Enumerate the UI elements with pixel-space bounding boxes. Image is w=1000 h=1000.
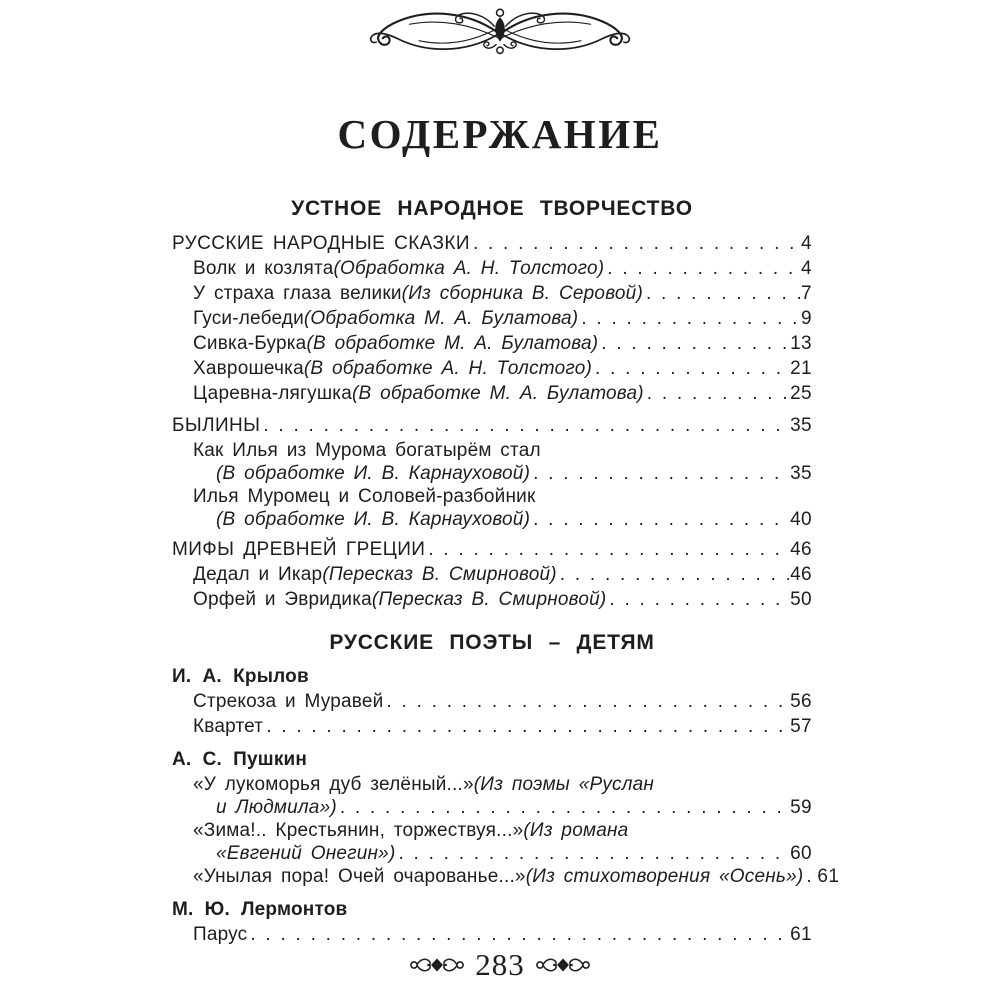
toc-entry-line (172, 664, 812, 689)
entry-page-number: 57 (790, 716, 812, 737)
toc-entry-line (172, 331, 812, 356)
entry-title-text: Царевна-лягушка (193, 383, 352, 404)
page-title: СОДЕРЖАНИЕ (337, 111, 663, 157)
toc-entry-line (172, 509, 812, 530)
entry-page-number: 56 (790, 691, 812, 712)
dot-leader (560, 562, 789, 587)
toc-entry (172, 897, 812, 922)
entry-page-number: 46 (790, 539, 812, 560)
entry-title-text: Хаврошечка (193, 358, 304, 379)
entry-title-text: А. С. Пушкин (172, 749, 308, 770)
entry-page-number: 7 (801, 283, 812, 304)
toc-entry-line (172, 587, 812, 612)
toc-entry (172, 331, 812, 356)
toc-entry-line (172, 306, 812, 331)
entry-page-number: 59 (790, 797, 812, 818)
dot-leader (806, 864, 816, 889)
entry-title-text: (В обработке М. А. Булатова) (306, 333, 599, 354)
entry-title-text: «У лукоморья дуб зелёный...» (193, 774, 474, 795)
dot-leader (266, 714, 789, 739)
toc-entry (172, 537, 812, 562)
section-heading: УСТНОЕ НАРОДНОЕ ТВОРЧЕСТВО (291, 197, 693, 220)
entry-title-text: (В обработке А. Н. Толстого) (303, 358, 593, 379)
entry-title-text: (Из стихотворения «Осень») (525, 866, 804, 887)
toc-entry-line (172, 689, 812, 714)
entry-page-number: 35 (790, 415, 812, 436)
dot-leader (386, 689, 789, 714)
toc-entry (172, 664, 812, 689)
entry-page-number: 9 (801, 308, 812, 329)
toc-entry (172, 256, 812, 281)
toc-entry (172, 689, 812, 714)
toc-entry (172, 484, 812, 530)
toc-entry (172, 438, 812, 484)
toc-entry (172, 714, 812, 739)
toc-entry (172, 306, 812, 331)
toc-entry (172, 413, 812, 438)
entry-page-number: 25 (790, 383, 812, 404)
entry-title-text: Орфей и Эвридика (193, 589, 372, 610)
entry-title-text: (Из поэмы «Руслан (473, 774, 655, 795)
entry-title-text: «Зима!.. Крестьянин, торжествуя...» (193, 820, 524, 841)
entry-title-text: (Из романа (523, 820, 629, 841)
dot-leader (398, 843, 789, 864)
table-of-contents (172, 196, 840, 947)
toc-entry (172, 747, 812, 772)
entry-title-text: МИФЫ ДРЕВНЕЙ ГРЕЦИИ (172, 539, 426, 560)
toc-entry-line (172, 843, 812, 864)
entry-title-text: Квартет (193, 716, 264, 737)
entry-title-text: БЫЛИНЫ (172, 415, 261, 436)
footer-ornament-left-icon (408, 953, 466, 977)
entry-title-text: и Людмила») (216, 797, 337, 818)
toc-entry (172, 922, 812, 947)
toc-entry (172, 231, 812, 256)
entry-title-text: «Унылая пора! Очей очарованье...» (193, 866, 526, 887)
toc-entry (172, 281, 812, 306)
toc-entry-line (172, 256, 812, 281)
dot-leader (250, 922, 789, 947)
dot-leader (581, 306, 800, 331)
entry-title-text: Волк и козлята (193, 258, 334, 279)
entry-title-text: (Обработка А. Н. Толстого) (333, 258, 605, 279)
entry-title-text: Как Илья из Мурома богатырём стал (193, 440, 541, 461)
entry-page-number: 40 (790, 509, 812, 530)
entry-page-number: 35 (790, 463, 812, 484)
entry-page-number: 4 (801, 233, 812, 254)
dot-leader (647, 381, 789, 406)
entry-page-number: 21 (790, 358, 812, 379)
dot-leader (646, 281, 800, 306)
toc-entry (172, 356, 812, 381)
dot-leader (609, 587, 789, 612)
dot-leader (533, 509, 789, 530)
toc-entry-line (172, 562, 812, 587)
toc-entry-line (172, 772, 812, 797)
dot-leader (340, 797, 789, 818)
entry-title-text: Дедал и Икар (193, 564, 323, 585)
toc-entry (172, 562, 812, 587)
entry-title-text: (В обработке И. В. Карнауховой) (216, 509, 531, 530)
toc-entry-line (172, 897, 812, 922)
entry-title-text: Парус (193, 924, 248, 945)
dot-leader (595, 356, 789, 381)
toc-entry-line (172, 356, 812, 381)
entry-page-number: 46 (790, 564, 812, 585)
toc-entry (172, 818, 812, 864)
toc-entry-line (172, 864, 840, 889)
toc-entry-line (172, 231, 812, 256)
entry-title-text: «Евгений Онегин») (216, 843, 396, 864)
toc-entry (172, 864, 840, 889)
entry-title-text: Илья Муромец и Соловей-разбойник (193, 486, 536, 507)
toc-entry-line (172, 463, 812, 484)
toc-entry-line (172, 797, 812, 818)
footer-ornament-right-icon (534, 953, 592, 977)
toc-entry-line (172, 438, 812, 463)
toc-entry-line (172, 281, 812, 306)
entry-title-text: (Пересказ В. Смирновой) (322, 564, 557, 585)
entry-title-text: Сивка-Бурка (193, 333, 307, 354)
entry-page-number: 61 (790, 924, 812, 945)
toc-entry-line (172, 747, 812, 772)
dot-leader (601, 331, 789, 356)
entry-title-text: (Из сборника В. Серовой) (401, 283, 643, 304)
entry-page-number: 60 (790, 843, 812, 864)
entry-title-text: (Обработка М. А. Булатова) (303, 308, 579, 329)
top-flourish-ornament (350, 5, 650, 59)
dot-leader (533, 463, 789, 484)
toc-entry (172, 772, 812, 818)
dot-leader (428, 537, 789, 562)
toc-entry-line (172, 922, 812, 947)
entry-title-text: У страха глаза велики (193, 283, 402, 304)
entry-title-text: Гуси-лебеди (193, 308, 304, 329)
page-footer (0, 948, 1000, 982)
entry-title-text: РУССКИЕ НАРОДНЫЕ СКАЗКИ (172, 233, 470, 254)
toc-section (172, 196, 812, 612)
toc-entry-line (172, 818, 812, 843)
entry-page-number: 61 (817, 866, 840, 887)
toc-entry (172, 587, 812, 612)
toc-entry-line (172, 413, 812, 438)
toc-section (172, 630, 840, 947)
entry-title-text: Стрекоза и Муравей (193, 691, 384, 712)
entry-title-text: (В обработке И. В. Карнауховой) (216, 463, 531, 484)
dot-leader (263, 413, 789, 438)
dot-leader (607, 256, 800, 281)
entry-page-number: 4 (801, 258, 812, 279)
page-number: 283 (475, 947, 525, 982)
section-heading: РУССКИЕ ПОЭТЫ – ДЕТЯМ (329, 631, 655, 654)
toc-entry (172, 381, 812, 406)
entry-page-number: 13 (790, 333, 812, 354)
entry-title-text: (В обработке М. А. Булатова) (352, 383, 644, 404)
entry-page-number: 50 (790, 589, 812, 610)
toc-entry-line (172, 381, 812, 406)
entry-title-text: И. А. Крылов (172, 666, 309, 687)
toc-entry-line (172, 714, 812, 739)
entry-title-text: (Пересказ В. Смирновой) (371, 589, 607, 610)
toc-entry-line (172, 484, 812, 509)
entry-title-text: М. Ю. Лермонтов (172, 899, 348, 920)
toc-entry-line (172, 537, 812, 562)
dot-leader (473, 231, 800, 256)
